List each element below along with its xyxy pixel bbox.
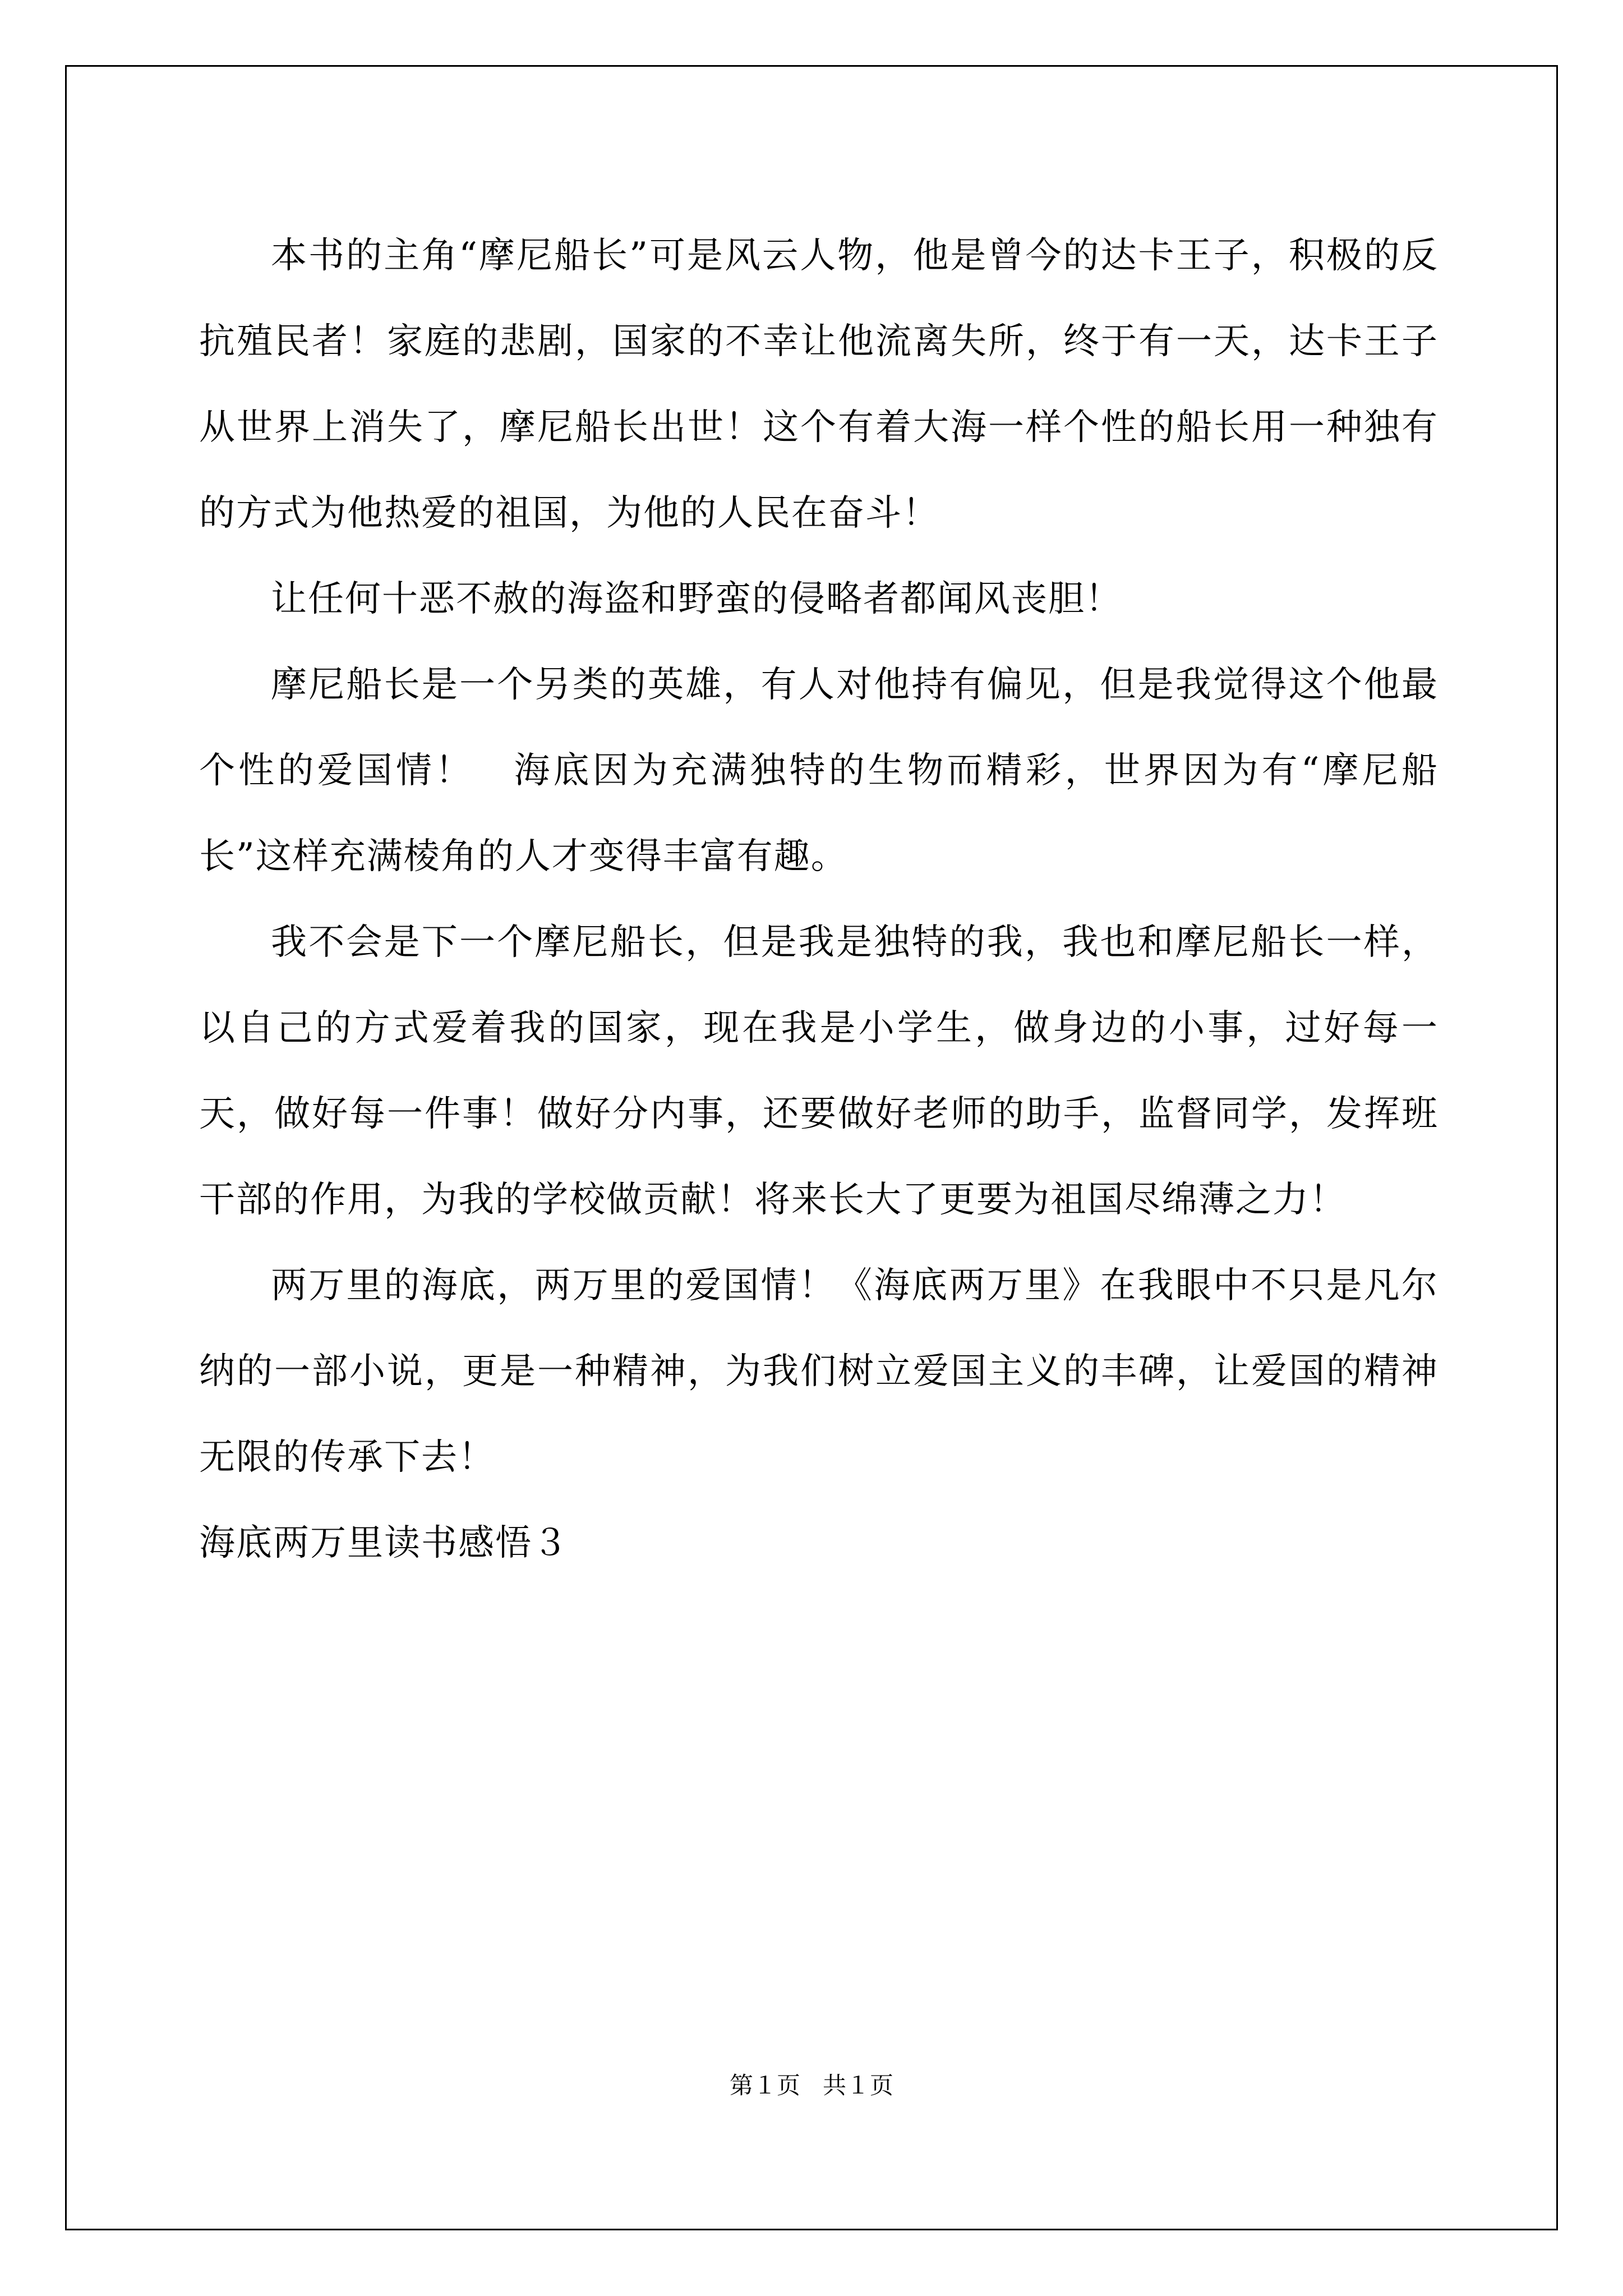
page-number: 第１页 [729, 2072, 800, 2099]
paragraph-1: 本书的主角“摩尼船长”可是风云人物，他是曾今的达卡王子，积极的反抗殖民者！家庭的悲剧，国家的不幸让他流离失所，终于有一天，达卡王子从世界上消失了，摩尼船长出世！这个有着大海一样个性的船长用一种独有的方式为他热爱的祖国，为他的人民在奋斗！ [199, 235, 1438, 534]
section-heading: 海底两万里读书感悟３ [199, 1522, 569, 1564]
document-body [199, 213, 1438, 1586]
page-footer [0, 2069, 1623, 2102]
paragraph-5: 两万里的海底，两万里的爱国情！《海底两万里》在我眼中不只是凡尔纳的一部小说，更是一种精神，为我们树立爱国主义的丰碑，让爱国的精神无限的传承下去！ [199, 1265, 1438, 1478]
paragraph-2: 让任何十恶不赦的海盗和野蛮的侵略者都闻风丧胆！ [271, 578, 1122, 620]
page-total: 共１页 [823, 2072, 894, 2099]
paragraph-4: 我不会是下一个摩尼船长，但是我是独特的我，我也和摩尼船长一样，以自己的方式爱着我的国家，现在我是小学生，做身边的小事，过好每一天，做好每一件事！做好分内事，还要做好老师的助手，监督同学，发挥班干部的作用，为我的学校做贡献！将来长大了更要为祖国尽绵薄之力！ [199, 922, 1438, 1221]
paragraph-3: 摩尼船长是一个另类的英雄，有人对他持有偏见，但是我觉得这个他最个性的爱国情！ 海底因为充满独特的生物而精彩，世界因为有“摩尼船长”这样充满棱角的人才变得丰富有趣。 [199, 664, 1438, 877]
